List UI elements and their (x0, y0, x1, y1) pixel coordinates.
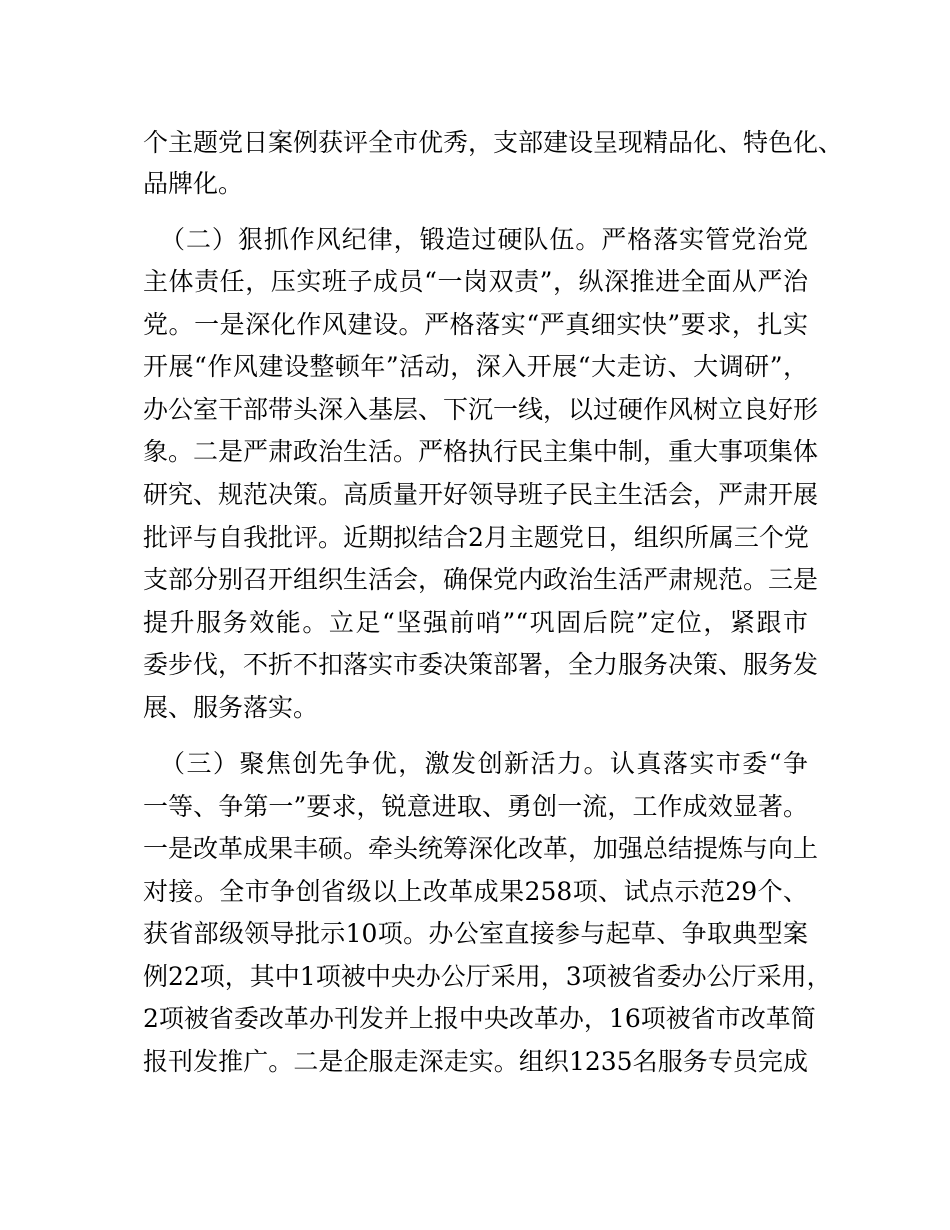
text-line: 对接。全市争创省级以上改革成果258项、试点示范29个、 (143, 877, 808, 906)
text-line: 一等、争第一”要求，锐意进取、勇创一流，工作成效显著。 (143, 792, 808, 821)
text-line: 个主题党日案例获评全市优秀，支部建设呈现精品化、特色化、 (143, 128, 844, 157)
text-line: 研究、规范决策。高质量开好领导班子民主生活会，严肃开展 (143, 480, 819, 509)
text-line: 展、服务落实。 (143, 693, 319, 722)
text-line: 一是改革成果丰硕。牵头统筹深化改革，加强总结提炼与向上 (143, 834, 819, 863)
text-line: 委步伐，不折不扣落实市委决策部署，全力服务决策、服务发 (143, 650, 819, 679)
paragraph-heading-line: （三）聚焦创先争优，激发创新活力。认真落实市委“争 (160, 749, 808, 778)
text-line: 提升服务效能。立足“坚强前哨”“巩固后院”定位，紧跟市 (143, 608, 808, 637)
text-line: 报刊发推广。二是企服走深走实。组织1235名服务专员完成 (143, 1047, 808, 1076)
text-line: 支部分别召开组织生活会，确保党内政治生活严肃规范。三是 (143, 565, 819, 594)
text-line: 办公室干部带头深入基层、下沉一线，以过硬作风树立良好形 (143, 395, 819, 424)
text-line: 例22项，其中1项被中央办公厅采用，3项被省委办公厅采用， (143, 962, 832, 991)
text-line: 开展“作风建设整顿年”活动，深入开展“大走访、大调研”， (143, 352, 808, 381)
text-line: 2项被省委改革办刊发并上报中央改革办，16项被省市改革简 (143, 1004, 816, 1033)
text-line: 党。一是深化作风建设。严格落实“严真细实快”要求，扎实 (143, 310, 808, 339)
text-line: 主体责任，压实班子成员“一岗双责”，纵深推进全面从严治 (143, 267, 808, 296)
text-line: 获省部级领导批示10项。办公室直接参与起草、争取典型案 (143, 919, 808, 948)
paragraph-heading-line: （二）狠抓作风纪律，锻造过硬队伍。严格落实管党治党 (160, 225, 808, 254)
text-line: 品牌化。 (143, 169, 244, 198)
text-line: 批评与自我批评。近期拟结合2月主题党日，组织所属三个党 (143, 523, 809, 552)
text-line: 象。二是严肃政治生活。严格执行民主集中制，重大事项集体 (143, 437, 819, 466)
